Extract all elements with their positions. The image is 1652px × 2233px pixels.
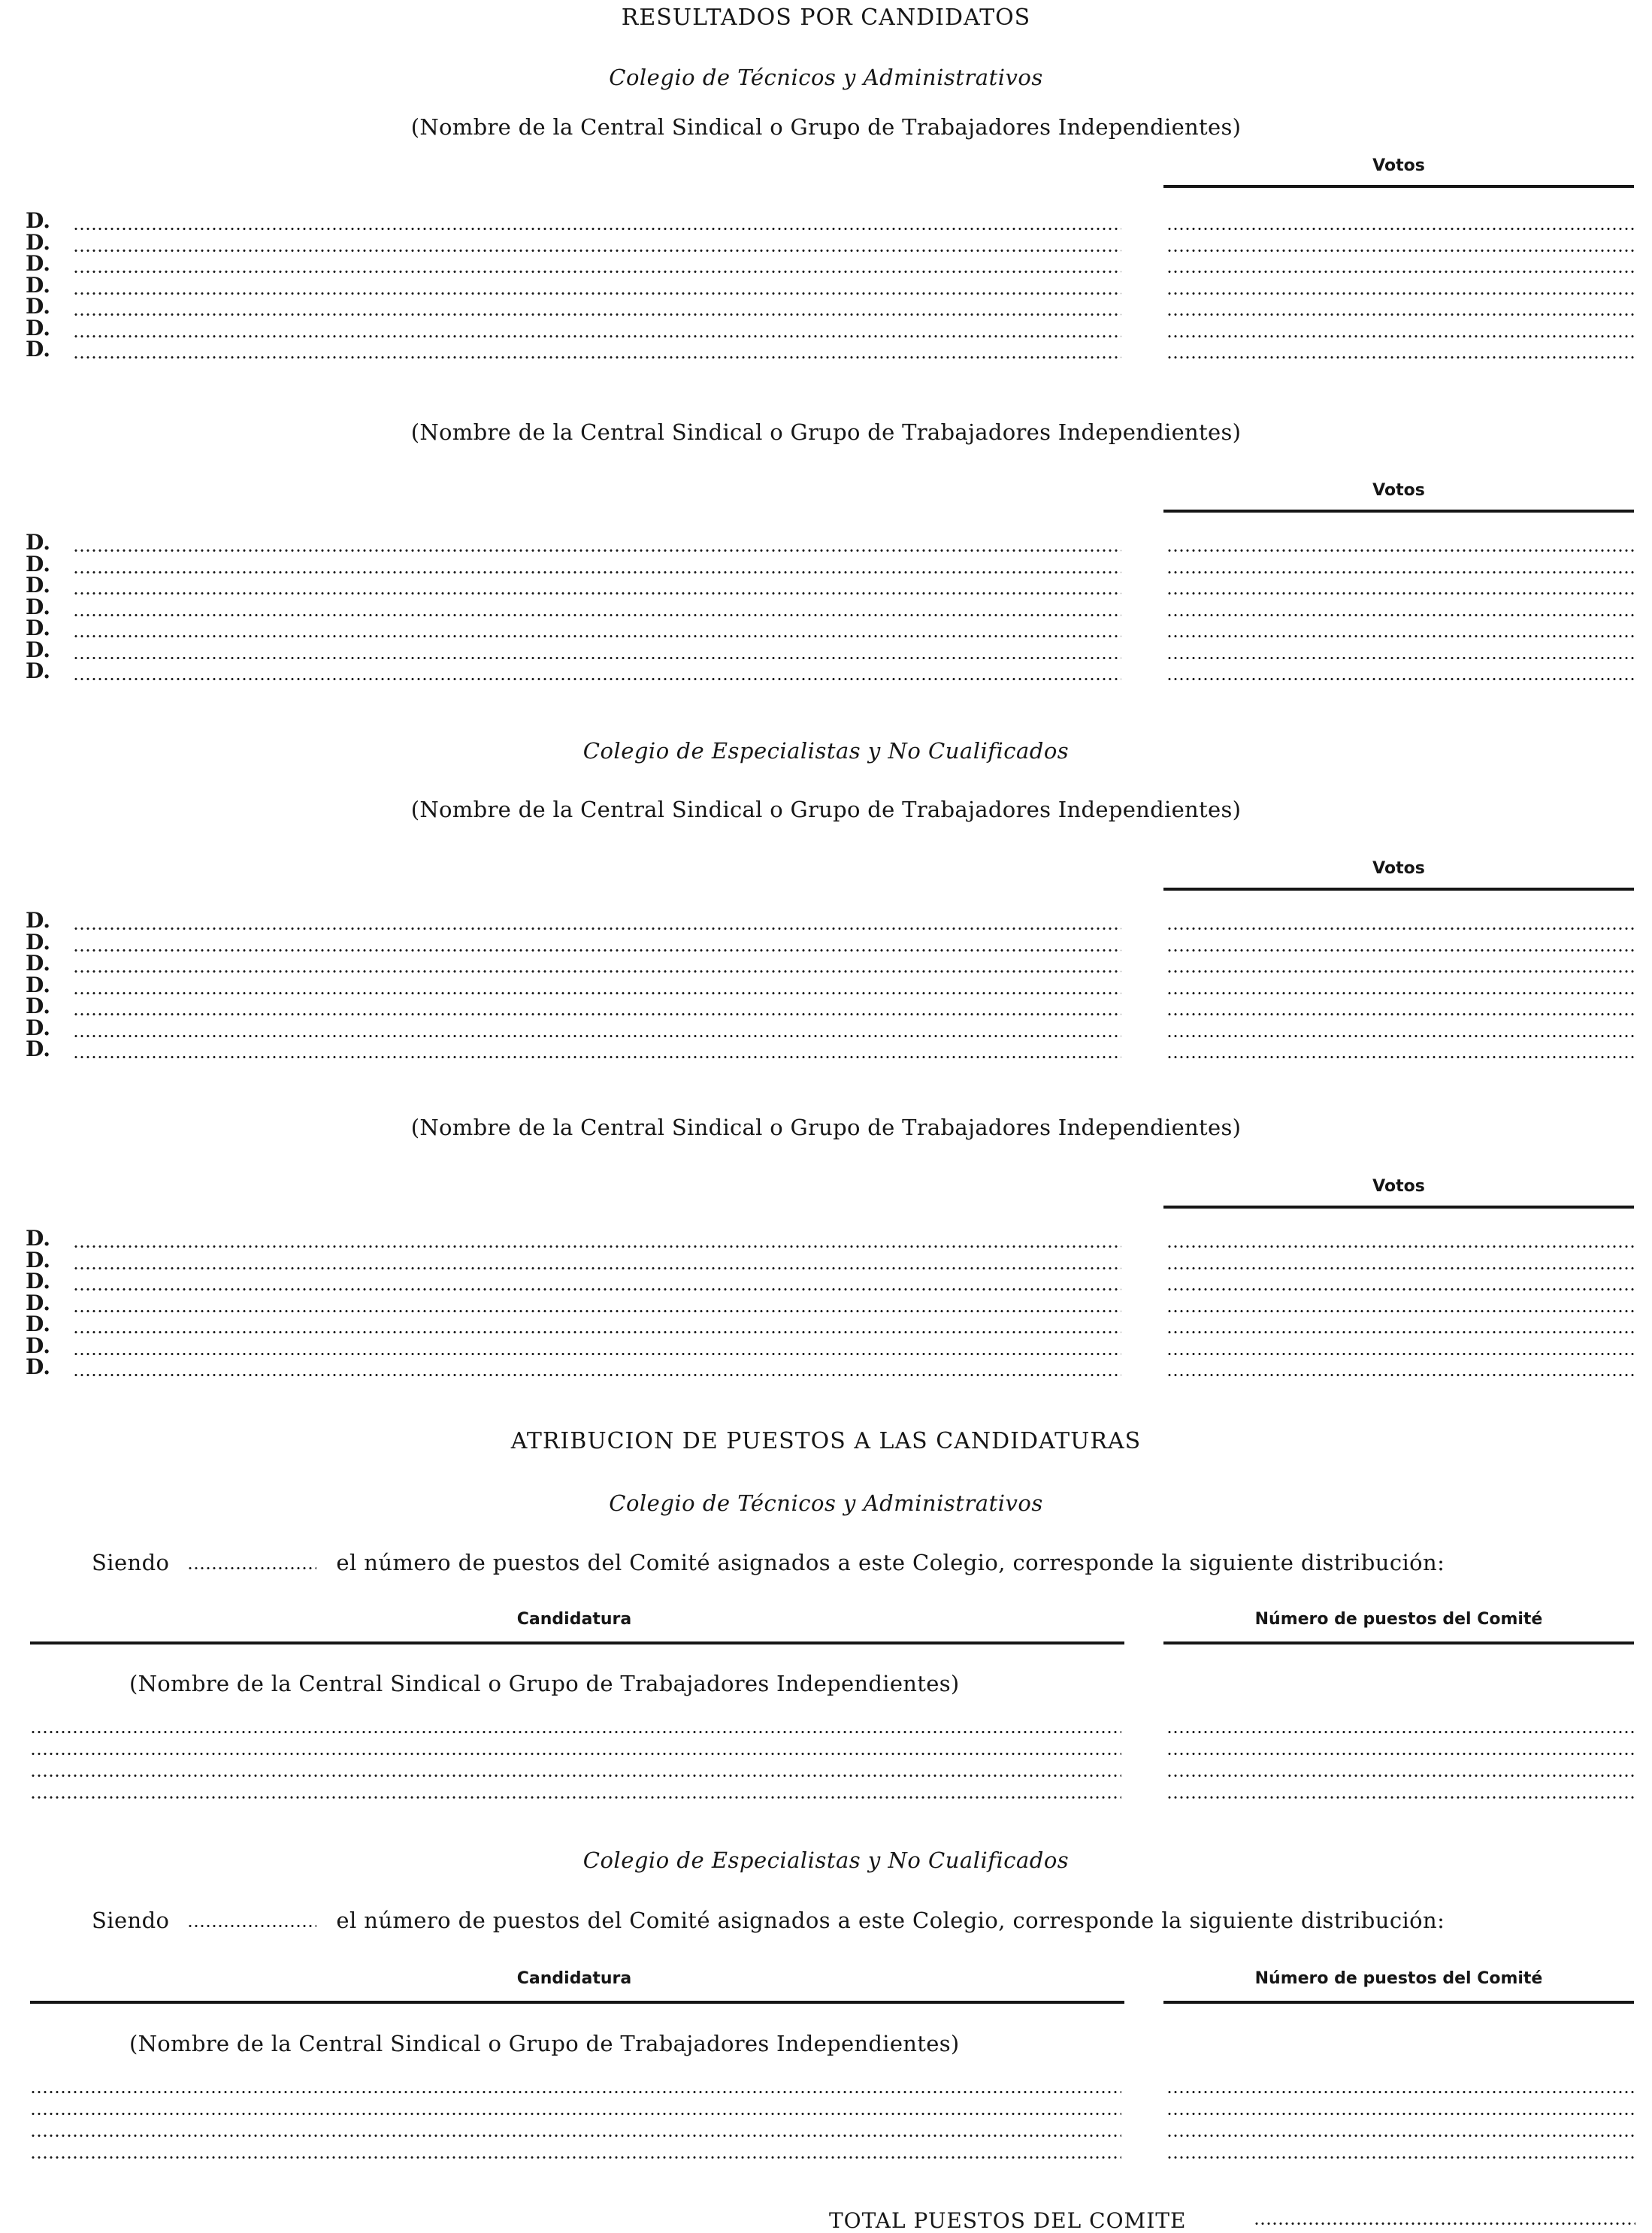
candidate-prefix: D. (26, 594, 51, 619)
votes-header-rule-4 (1163, 1206, 1634, 1209)
candidate-name-field[interactable] (73, 1309, 1121, 1313)
candidate-prefix: D. (26, 972, 51, 997)
attribution-group-name-2: (Nombre de la Central Sindical o Grupo de Trabajadores Independientes) (129, 2031, 960, 2056)
candidate-prefix: D. (26, 573, 51, 598)
candidate-name-field[interactable] (73, 1352, 1121, 1356)
candidate-prefix: D. (26, 1354, 51, 1379)
candidate-name-field[interactable] (73, 313, 1121, 316)
candidatura-field[interactable] (30, 1796, 1121, 1799)
puestos-field[interactable] (1166, 2090, 1634, 2094)
candidate-prefix: D. (26, 637, 51, 662)
candidate-name-field[interactable] (73, 1266, 1121, 1270)
total-puestos-label: TOTAL PUESTOS DEL COMITE (829, 2208, 1187, 2233)
candidate-prefix: D. (26, 1226, 51, 1251)
siendo-label: Siendo (92, 1550, 170, 1575)
candidatura-field[interactable] (30, 1774, 1121, 1778)
candidate-prefix: D. (26, 994, 51, 1018)
candidate-votes-field[interactable] (1166, 677, 1634, 681)
puestos-field[interactable] (1166, 2112, 1634, 2116)
candidate-name-field[interactable] (73, 549, 1121, 552)
votes-header-2: Votos (1372, 481, 1425, 500)
candidate-votes-field[interactable] (1166, 334, 1634, 338)
candidate-prefix: D. (26, 530, 51, 555)
puestos-header-1: Número de puestos del Comité (1254, 1610, 1543, 1629)
distribution-sentence-text: el número de puestos del Comité asignados a este Colegio, corresponde la siguiente distribución: (336, 1550, 1445, 1575)
puestos-rule-1 (1163, 1641, 1634, 1644)
puestos-header-2: Número de puestos del Comité (1254, 1969, 1543, 1988)
candidate-name-field[interactable] (73, 1245, 1121, 1248)
candidate-name-field[interactable] (73, 592, 1121, 595)
results-title: RESULTADOS POR CANDIDATOS (621, 5, 1031, 31)
candidate-name-field[interactable] (73, 677, 1121, 681)
candidatura-rule-2 (30, 2001, 1124, 2004)
candidate-votes-field[interactable] (1166, 313, 1634, 316)
votes-header-rule-2 (1163, 510, 1634, 513)
college-title-tecnicos: Colegio de Técnicos y Administrativos (609, 65, 1043, 90)
group-name-3: (Nombre de la Central Sindical o Grupo de Trabajadores Independientes) (410, 797, 1242, 822)
candidate-votes-field[interactable] (1166, 1373, 1634, 1377)
attribution-title: ATRIBUCION DE PUESTOS A LAS CANDIDATURAS (510, 1428, 1142, 1454)
candidatura-field[interactable] (30, 1752, 1121, 1756)
candidate-votes-field[interactable] (1166, 292, 1634, 295)
candidatura-rule-1 (30, 1641, 1124, 1644)
votes-header-rule-3 (1163, 888, 1634, 891)
candidatura-field[interactable] (30, 2134, 1121, 2138)
votes-header-1: Votos (1372, 156, 1425, 175)
candidate-prefix: D. (26, 1015, 51, 1040)
puestos-field[interactable] (1166, 1774, 1634, 1778)
candidatura-field[interactable] (30, 2112, 1121, 2116)
candidate-name-field[interactable] (73, 949, 1121, 952)
candidate-votes-field[interactable] (1166, 1266, 1634, 1270)
candidate-name-field[interactable] (73, 927, 1121, 930)
seat-count-blank[interactable] (187, 1566, 316, 1570)
candidate-prefix: D. (26, 272, 51, 298)
siendo-label: Siendo (92, 1908, 170, 1933)
candidate-votes-field[interactable] (1166, 592, 1634, 595)
group-name-4: (Nombre de la Central Sindical o Grupo de Trabajadores Independientes) (410, 1115, 1242, 1140)
group-name-1: (Nombre de la Central Sindical o Grupo de Trabajadores Independientes) (410, 114, 1242, 140)
candidate-prefix: D. (26, 1269, 51, 1294)
candidate-name-field[interactable] (73, 1330, 1121, 1334)
candidate-name-field[interactable] (73, 356, 1121, 359)
puestos-field[interactable] (1166, 2134, 1634, 2138)
candidate-votes-field[interactable] (1166, 991, 1634, 995)
candidate-prefix: D. (26, 208, 51, 233)
candidatura-field[interactable] (30, 2156, 1121, 2159)
candidate-prefix: D. (26, 229, 51, 255)
group-name-2: (Nombre de la Central Sindical o Grupo de Trabajadores Independientes) (410, 419, 1242, 445)
attribution-college-tecnicos: Colegio de Técnicos y Administrativos (609, 1490, 1043, 1516)
puestos-rule-2 (1163, 2001, 1634, 2004)
candidate-name-field[interactable] (73, 227, 1121, 231)
candidate-name-field[interactable] (73, 570, 1121, 574)
attribution-college-especialistas: Colegio de Especialistas y No Cualificados (582, 1847, 1070, 1873)
candidate-prefix: D. (26, 1290, 51, 1315)
candidate-name-field[interactable] (73, 991, 1121, 995)
candidate-votes-field[interactable] (1166, 927, 1634, 930)
candidate-prefix: D. (26, 658, 51, 683)
candidate-name-field[interactable] (73, 1012, 1121, 1016)
candidate-votes-field[interactable] (1166, 249, 1634, 253)
candidate-prefix: D. (26, 1312, 51, 1336)
puestos-field[interactable] (1166, 1752, 1634, 1756)
candidate-votes-field[interactable] (1166, 1287, 1634, 1291)
votes-header-4: Votos (1372, 1177, 1425, 1196)
attribution-group-name-1: (Nombre de la Central Sindical o Grupo de Trabajadores Independientes) (129, 1671, 960, 1696)
candidate-votes-field[interactable] (1166, 1352, 1634, 1356)
candidate-votes-field[interactable] (1166, 549, 1634, 552)
total-puestos-blank[interactable] (1254, 2222, 1635, 2225)
candidate-name-field[interactable] (73, 1055, 1121, 1059)
candidate-votes-field[interactable] (1166, 1055, 1634, 1059)
candidate-votes-field[interactable] (1166, 1012, 1634, 1016)
candidate-name-field[interactable] (73, 1034, 1121, 1038)
puestos-field[interactable] (1166, 2156, 1634, 2159)
candidate-votes-field[interactable] (1166, 227, 1634, 231)
candidate-prefix: D. (26, 1036, 51, 1061)
candidate-prefix: D. (26, 1247, 51, 1272)
candidate-name-field[interactable] (73, 292, 1121, 295)
candidatura-header-1: Candidatura (516, 1610, 632, 1629)
candidate-votes-field[interactable] (1166, 949, 1634, 952)
candidate-name-field[interactable] (73, 656, 1121, 660)
seat-count-blank[interactable] (187, 1924, 316, 1928)
candidate-votes-field[interactable] (1166, 1245, 1634, 1248)
candidate-name-field[interactable] (73, 613, 1121, 617)
candidate-votes-field[interactable] (1166, 634, 1634, 638)
candidate-votes-field[interactable] (1166, 1330, 1634, 1334)
candidate-votes-field[interactable] (1166, 970, 1634, 973)
candidate-name-field[interactable] (73, 1373, 1121, 1377)
candidate-prefix: D. (26, 251, 51, 276)
votes-header-3: Votos (1372, 859, 1425, 878)
candidate-prefix: D. (26, 337, 51, 362)
candidate-prefix: D. (26, 551, 51, 576)
distribution-sentence-text: el número de puestos del Comité asignados a este Colegio, corresponde la siguiente distribución: (336, 1908, 1445, 1933)
candidate-prefix: D. (26, 929, 51, 955)
candidatura-header-2: Candidatura (516, 1969, 632, 1988)
candidate-name-field[interactable] (73, 334, 1121, 338)
candidate-votes-field[interactable] (1166, 270, 1634, 274)
candidatura-field[interactable] (30, 1730, 1121, 1734)
candidate-votes-field[interactable] (1166, 356, 1634, 359)
candidate-name-field[interactable] (73, 270, 1121, 274)
candidate-votes-field[interactable] (1166, 1309, 1634, 1313)
candidate-prefix: D. (26, 908, 51, 933)
candidate-name-field[interactable] (73, 1287, 1121, 1291)
candidate-name-field[interactable] (73, 970, 1121, 973)
candidate-prefix: D. (26, 315, 51, 340)
candidate-name-field[interactable] (73, 634, 1121, 638)
college-title-especialistas: Colegio de Especialistas y No Cualificados (582, 738, 1070, 764)
candidate-votes-field[interactable] (1166, 1034, 1634, 1038)
candidate-name-field[interactable] (73, 249, 1121, 253)
candidate-prefix: D. (26, 951, 51, 976)
candidate-prefix: D. (26, 1333, 51, 1358)
candidate-prefix: D. (26, 616, 51, 640)
votes-header-rule-1 (1163, 185, 1634, 188)
puestos-field[interactable] (1166, 1796, 1634, 1799)
candidate-prefix: D. (26, 294, 51, 319)
distribution-sentence-2 (92, 1908, 1445, 1933)
candidate-votes-field[interactable] (1166, 570, 1634, 574)
puestos-field[interactable] (1166, 1730, 1634, 1734)
distribution-sentence-1 (92, 1550, 1445, 1575)
candidatura-field[interactable] (30, 2090, 1121, 2094)
candidate-votes-field[interactable] (1166, 613, 1634, 617)
candidate-votes-field[interactable] (1166, 656, 1634, 660)
